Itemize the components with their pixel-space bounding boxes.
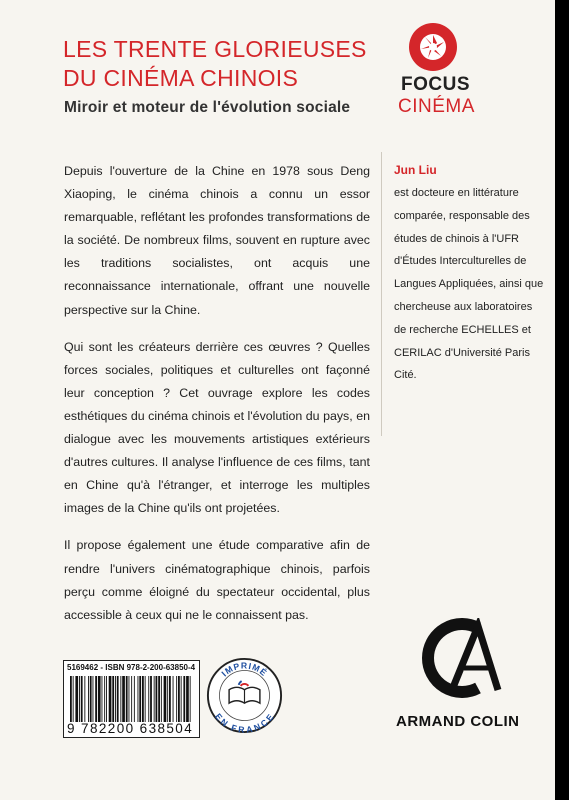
barcode-bar: [90, 676, 92, 722]
barcode-bar: [158, 676, 160, 722]
barcode-bar: [178, 676, 180, 722]
stamp-top-text: IMPRIMÉ: [219, 660, 270, 679]
barcode-bar: [134, 676, 135, 722]
barcode-bar: [109, 676, 112, 722]
barcode-bar: [145, 676, 146, 722]
barcode-bar: [131, 676, 132, 722]
barcode-bars: [70, 676, 192, 722]
barcode-bar: [104, 676, 105, 722]
series-logo-line2: CINÉMA: [398, 96, 475, 117]
barcode-bar: [112, 676, 114, 722]
book-subtitle: Miroir et moteur de l'évolution sociale: [64, 99, 351, 116]
column-divider: [381, 152, 382, 436]
barcode-bar: [183, 676, 185, 722]
isbn-label: 5169462 - ISBN 978-2-200-63850-4: [67, 663, 196, 672]
book-title: [63, 35, 393, 93]
barcode-bar: [79, 676, 80, 722]
series-logo-line1: FOCUS: [401, 74, 470, 95]
barcode-bar: [156, 676, 158, 722]
barcode-bar: [142, 676, 144, 722]
author-bio: est docteure en littérature comparée, responsable des études de chinois à l'UFR d'Études Interculturelles de Langues Appliquées, ainsi que chercheuse aux laboratoires de recherche ECHELLES et CERILAC d'Université Paris Cité.: [394, 187, 544, 382]
publisher-name: ARMAND COLIN: [396, 713, 520, 730]
barcode-bar: [93, 676, 94, 722]
barcode-bar: [84, 676, 85, 722]
barcode-bar: [126, 676, 128, 722]
isbn-digits: 9 782200 638504: [67, 721, 194, 736]
printed-in-france-stamp: [206, 657, 283, 734]
barcode-bar: [122, 676, 125, 722]
barcode-bar: [164, 676, 167, 722]
author-name: Jun Liu: [394, 163, 437, 177]
blurb-paragraph: Qui sont les créateurs derrière ces œuvres ? Quelles forces sociales, politiques et culturelles ont façonné leur conception ? Cet ouvrage explore les codes esthétiques du cinéma chinois et l'évolution du pays, en dialogue avec les mouvements artistiques extérieurs d'autres cultures. Il analyse l'influence de ces films, tant en Chine qu'à l'étranger, et interroge les multiples images de la Chine qu'ils ont projetées.: [64, 339, 370, 516]
series-logo: [398, 22, 478, 122]
barcode-bar: [148, 676, 149, 722]
blurb-paragraph: Il propose également une étude comparative afin de rendre l'univers cinématographique chinois, parfois perçu comme éloigné du spectateur occidental, plus accessible à ceux qui ne le connaissent pas.: [64, 538, 370, 622]
isbn-barcode: [63, 660, 200, 738]
barcode-bar: [81, 676, 83, 722]
camera-aperture-icon: [408, 22, 458, 72]
barcode-bar: [88, 676, 89, 722]
barcode-bar: [186, 676, 189, 722]
title-line-2: DU CINÉMA CHINOIS: [63, 65, 299, 91]
barcode-bar: [129, 676, 130, 722]
blurb: [64, 160, 370, 641]
barcode-bar: [70, 676, 72, 722]
barcode-bar: [167, 676, 168, 722]
barcode-bar: [98, 676, 101, 722]
barcode-bar: [73, 676, 74, 722]
barcode-bar: [161, 676, 162, 722]
barcode-bar: [139, 676, 141, 722]
title-line-1: LES TRENTE GLORIEUSES: [63, 36, 367, 62]
barcode-bar: [120, 676, 121, 722]
barcode-bar: [154, 676, 155, 722]
barcode-bar: [181, 676, 182, 722]
barcode-bar: [190, 676, 191, 722]
barcode-bar: [117, 676, 119, 722]
blurb-paragraph: Depuis l'ouverture de la Chine en 1978 sous Deng Xiaoping, le cinéma chinois a connu un essor remarquable, reflétant les profondes transformations de la société. De nombreux films, souvent en rupture avec les traditions socialistes, ont acquis une reconnaissance internationale, offrant une nouvelle perspective sur la Chine.: [64, 164, 370, 317]
barcode-bar: [138, 676, 139, 722]
armand-colin-logo-icon: [410, 618, 510, 698]
barcode-bar: [176, 676, 177, 722]
barcode-bar: [75, 676, 78, 722]
barcode-bar: [150, 676, 152, 722]
barcode-bar: [106, 676, 107, 722]
barcode-bar: [169, 676, 171, 722]
barcode-bar: [115, 676, 116, 722]
stamp-bottom-text: EN FRANCE: [212, 711, 277, 734]
barcode-bar: [95, 676, 97, 722]
barcode-bar: [102, 676, 103, 722]
barcode-bar: [173, 676, 174, 722]
